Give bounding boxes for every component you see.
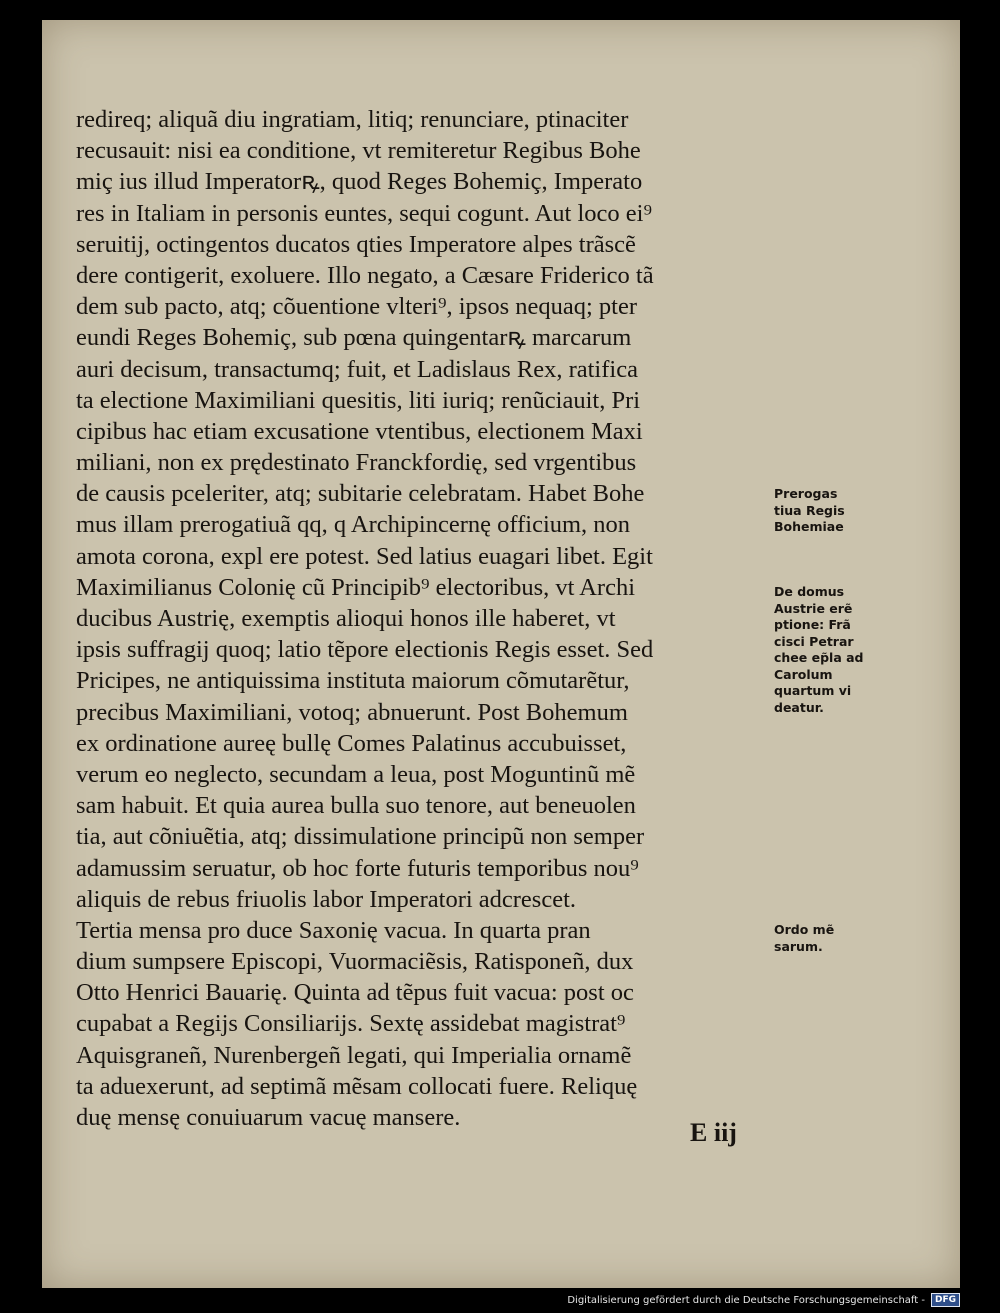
text-line: seruitij, octingentos ducatos qties Imperatore alpes trãscẽ — [76, 230, 636, 258]
text-line: eundi Reges Bohemiç, sub pœna quingentarꝶ marcarum — [76, 324, 632, 352]
text-line: precibus Maximiliani, votoq; abnuerunt. Post Bohemum — [76, 698, 628, 726]
text-line: sam habuit. Et quia aurea bulla suo tenore, aut beneuolen — [76, 792, 636, 820]
text-line: dere contigerit, exoluere. Illo negato, a Cæsare Friderico tã — [76, 261, 654, 289]
dfg-logo: DFG — [931, 1293, 960, 1307]
margin-note-line: Prerogas — [774, 486, 838, 501]
margin-note-line: sarum. — [774, 938, 823, 954]
signature-mark: E iij — [690, 1118, 737, 1147]
text-line: duę mensę conuiuarum vacuę mansere. — [76, 1104, 461, 1131]
text-line: cupabat a Regijs Consiliarijs. Sextę assidebat magistrat⁹ — [76, 1010, 626, 1038]
footer-attribution — [567, 1291, 960, 1309]
text-line: ta aduexerunt, ad septimã mẽsam collocati fuere. Reliquę — [76, 1072, 638, 1100]
margin-note-line: ptione: Frã — [774, 617, 851, 632]
margin-note-line: Ordo mẽ — [774, 922, 835, 937]
text-line: de causis pceleriter, atq; subitarie celebratam. Habet Bohe — [76, 480, 645, 508]
text-line: Maximilianus Colonię cũ Principib⁹ electoribus, vt Archi — [76, 573, 636, 601]
main-text-block — [76, 104, 792, 1133]
text-line: miç ius illud Imperatorꝶ, quod Reges Bohemiç, Imperato — [76, 168, 643, 196]
text-line: verum eo neglecto, secundam a leua, post Moguntinũ mẽ — [76, 760, 636, 788]
text-line: ipsis suffragij quoq; latio tẽpore electionis Regis esset. Sed — [76, 636, 654, 664]
margin-note-line: Austrie erẽ — [774, 600, 853, 616]
margin-note-line: tiua Regis — [774, 502, 845, 518]
text-line: redireq; aliquã diu ingratiam, litiq; renunciare, ptinaciter — [76, 106, 629, 133]
margin-note-line: deatur. — [774, 699, 824, 715]
margin-note-prerogative — [774, 486, 894, 536]
text-line: mus illam prerogatiuã qq, q Archipincernę officium, non — [76, 511, 631, 539]
text-line: tia, aut cõniuẽtia, atq; dissimulatione principũ non semper — [76, 823, 645, 851]
footer-text: Digitalisierung gefördert durch die Deutsche Forschungsgemeinschaft - — [567, 1294, 925, 1306]
text-line: Otto Henrici Bauarię. Quinta ad tẽpus fuit vacua: post oc — [76, 979, 634, 1007]
text-line: adamussim seruatur, ob hoc forte futuris temporibus nou⁹ — [76, 854, 639, 882]
text-line: res in Italiam in personis euntes, sequi cogunt. Aut loco ei⁹ — [76, 199, 653, 227]
margin-note-line: Carolum — [774, 666, 833, 682]
margin-note-line: De domus — [774, 584, 845, 599]
text-line: recusauit: nisi ea conditione, vt remiteretur Regibus Bohe — [76, 137, 641, 165]
text-line: Aquisgraneñ, Nurenbergeñ legati, qui Imperialia ornamẽ — [76, 1041, 632, 1069]
text-line: cipibus hac etiam excusatione vtentibus, electionem Maxi — [76, 417, 643, 445]
text-line: dium sumpsere Episcopi, Vuormaciẽsis, Ratisponeñ, dux — [76, 948, 634, 976]
margin-note-line: cisci Petrar — [774, 633, 854, 649]
margin-note-order — [774, 922, 894, 955]
margin-note-austria — [774, 584, 894, 716]
text-line: Tertia mensa pro duce Saxonię vacua. In quarta pran — [76, 916, 591, 944]
text-line: miliani, non ex prędestinato Franckfordię, sed vrgentibus — [76, 449, 637, 477]
text-line: auri decisum, transactumq; fuit, et Ladislaus Rex, ratifica — [76, 355, 638, 383]
text-line: ex ordinatione aureę bullę Comes Palatinus accubuisset, — [76, 729, 627, 757]
text-line: Pricipes, ne antiquissima instituta maiorum cõmutarẽtur, — [76, 667, 630, 695]
text-line: dem sub pacto, atq; cõuentione vlteri⁹, ipsos nequaq; pter — [76, 293, 638, 321]
text-line: amota corona, expl ere potest. Sed latius euagari libet. Egit — [76, 542, 653, 570]
text-line: aliquis de rebus friuolis labor Imperatori adcrescet. — [76, 885, 577, 913]
text-line: ta electione Maximiliani quesitis, liti iuriq; renũciauit, Pri — [76, 386, 641, 414]
text-line: ducibus Austrię, exemptis alioqui honos ille haberet, vt — [76, 605, 616, 632]
margin-note-line: Bohemiae — [774, 519, 844, 534]
margin-note-line: quartum vi — [774, 683, 852, 698]
margin-note-line: chee ep̃la ad — [774, 650, 864, 665]
